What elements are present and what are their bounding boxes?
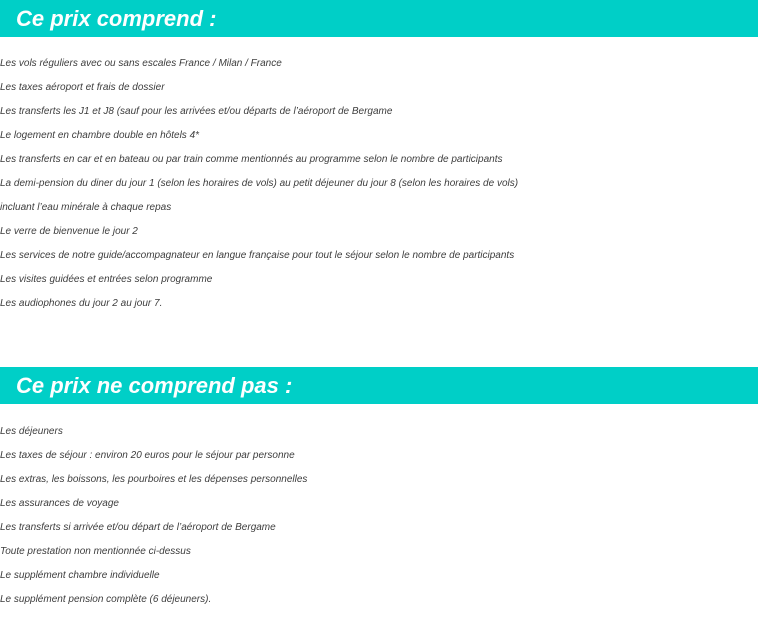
- list-item: Le logement en chambre double en hôtels 4*: [0, 130, 200, 141]
- list-item: Le supplément chambre individuelle: [0, 570, 160, 581]
- list-item: Le supplément pension complète (6 déjeuners).: [0, 594, 212, 605]
- includes-list: [0, 52, 758, 316]
- includes-header: [0, 0, 758, 37]
- list-item: Les taxes aéroport et frais de dossier: [0, 82, 165, 93]
- list-item: Les vols réguliers avec ou sans escales France / Milan / France: [0, 58, 282, 69]
- list-item: incluant l’eau minérale à chaque repas: [0, 202, 172, 213]
- list-item: Les taxes de séjour : environ 20 euros pour le séjour par personne: [0, 450, 295, 461]
- list-item: Les transferts si arrivée et/ou départ de l’aéroport de Bergame: [0, 522, 276, 533]
- list-item: Les assurances de voyage: [0, 498, 119, 509]
- list-item: Toute prestation non mentionnée ci-dessus: [0, 546, 191, 557]
- includes-title: Ce prix comprend :: [16, 6, 217, 31]
- list-item: Les transferts les J1 et J8 (sauf pour les arrivées et/ou départs de l’aéroport de Bergame: [0, 106, 393, 117]
- excludes-title: Ce prix ne comprend pas :: [16, 373, 293, 398]
- list-item: Les transferts en car et en bateau ou par train comme mentionnés au programme selon le nombre de participants: [0, 154, 503, 165]
- list-item: Les visites guidées et entrées selon programme: [0, 274, 213, 285]
- list-item: Les extras, les boissons, les pourboires et les dépenses personnelles: [0, 474, 308, 485]
- list-item: Les audiophones du jour 2 au jour 7.: [0, 298, 163, 309]
- excludes-list: [0, 420, 758, 612]
- list-item: La demi-pension du diner du jour 1 (selon les horaires de vols) au petit déjeuner du jour 8 (selon les horaires de vols): [0, 178, 519, 189]
- list-item: Les déjeuners: [0, 426, 63, 437]
- list-item: Le verre de bienvenue le jour 2: [0, 226, 138, 237]
- excludes-header: [0, 367, 758, 404]
- list-item: Les services de notre guide/accompagnateur en langue française pour tout le séjour selon le nombre de participants: [0, 250, 515, 261]
